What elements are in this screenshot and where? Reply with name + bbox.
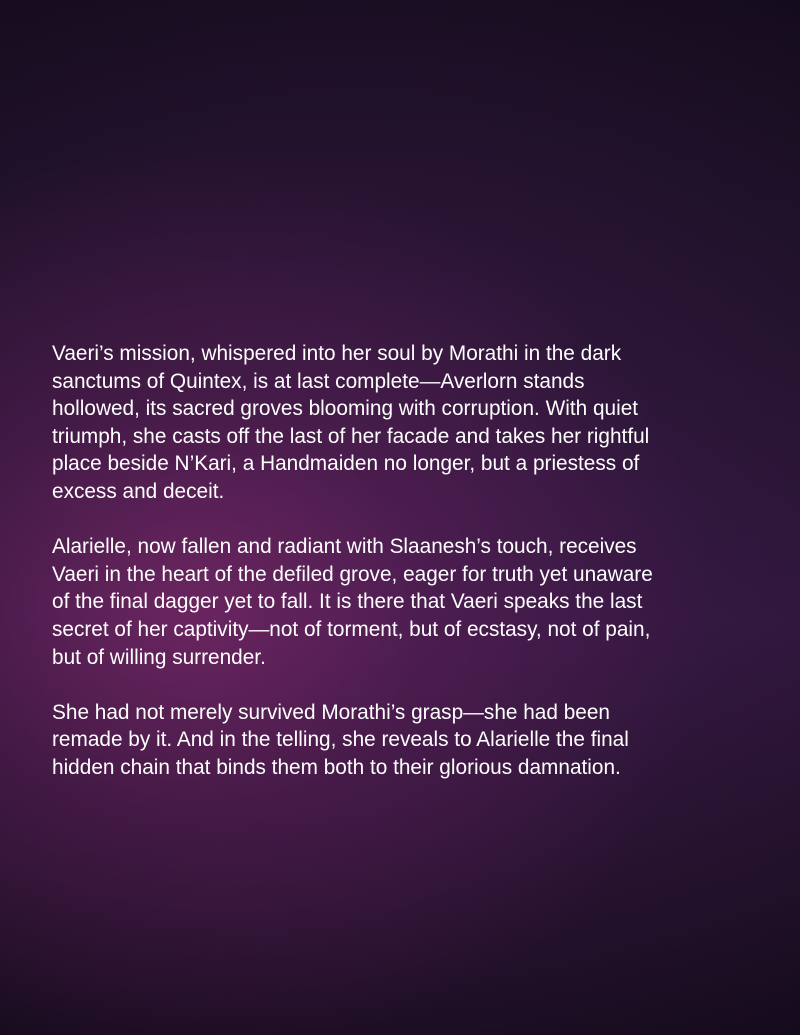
paragraph-revelation: She had not merely survived Morathi’s grasp—she had been remade by it. And in the telling, she reveals to Alarielle the final hidden chain that binds them both to their glorious damnation. <box>52 700 629 779</box>
paragraph-alarielle: Alarielle, now fallen and radiant with Slaanesh’s touch, receives Vaeri in the heart of the defiled grove, eager for truth yet unaware of the final dagger yet to fall. It is there that Vaeri speaks the last secret of her captivity—not of torment, but of ecstasy, not of pain, but of willing surrender. <box>52 535 653 669</box>
paragraph-mission: Vaeri’s mission, whispered into her soul by Morathi in the dark sanctums of Quintex, is at last complete—Averlorn stands hollowed, its sacred groves blooming with corruption. With quiet triumph, she casts off the last of her facade and takes her rightful place beside N’Kari, a Handmaiden no longer, but a priestess of excess and deceit. <box>52 342 650 503</box>
story-text <box>52 340 742 782</box>
